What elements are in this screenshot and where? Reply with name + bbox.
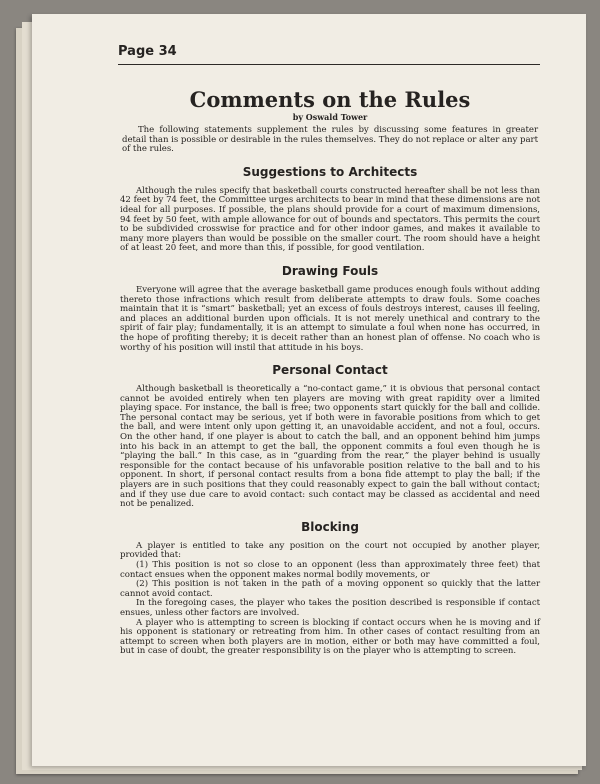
section-heading-architects: Suggestions to Architects [242,164,418,179]
paragraph-drawing-fouls: Everyone will agree that the average basketball game produces enough fouls without adding thereto those infractions which result from deliberate attempts to draw fouls. Some coaches maintain that it is “smart” basketball; yet an excess of fouls destroys interest, causes ill feeling, and places an additional burden upon officials. It is not merely unethical and contrary to the spirit of fair play; fundamentally, it is an attempt to simulate a foul when none has occurred, in the hope of profiting thereby; it is deceit rather than an honest plan of offense. No coach who is worthy of his position will instil that attitude in his boys. [120,284,540,353]
paragraph-blocking-3: (2) This position is not taken in the path of a moving opponent so quickly that the latter cannot avoid contact. [120,579,540,599]
paragraph-blocking-1: A player is entitled to take any position on the court not occupied by another player, provided that: [120,540,540,561]
section-heading-personal-contact: Personal Contact [272,363,388,378]
paragraph-blocking-2: (1) This position is not so close to an opponent (less than approximately three feet) that contact ensues when the opponent makes normal bodily movements, or [120,560,540,580]
paragraph-blocking-4: In the foregoing cases, the player who takes the position described is responsible if contact ensues, unless other factors are involved. [120,598,540,618]
page-number: Page 34 [118,44,177,59]
document-page [32,14,586,766]
header-rule [118,64,540,65]
article-title: Comments on the Rules [189,87,471,112]
intro-paragraph: The following statements supplement the rules by discussing some features in greater detail than is possible or desirable in the rules themselves. They do not replace or alter any part of the rules. [122,125,538,155]
section-heading-blocking: Blocking [301,519,359,534]
article-byline: by Oswald Tower [292,112,368,122]
paragraph-architects: Although the rules specify that basketball courts constructed hereafter shall be not less than 42 feet by 74 feet, the Committee urges architects to bear in mind that these dimensions are not ideal for all purposes. If possible, the plans should provide for a court of maximum dimensions, 94 feet by 50 feet, with ample allowance for out of bounds and spectators. This permits the court to be subdivided crosswise for practice and for other indoor games, and makes it available to many more players than would be possible on the smaller court. The room should have a height of at least 20 feet, and more than this, if possible, for good ventilation. [120,185,540,254]
paragraph-personal-contact: Although basketball is theoretically a “no-contact game,” it is obvious that personal contact cannot be avoided entirely when ten players are moving with great rapidity over a limited playing space. For instance, the ball is free; two opponents start quickly for the ball and collide. The personal contact may be serious, yet if both were in favorable positions from which to get the ball, and were intent only upon getting it, an unavoidable accident, and not a foul, occurs. On the other hand, if one player is about to catch the ball, and an opponent behind him jumps into his back in an attempt to get the ball, the opponent commits a foul even though he is “playing the ball.” In this case, as in “guarding from the rear,” the player behind is usually responsible for the contact because of his unfavorable position relative to the ball and to his opponent. In short, if personal contact results from a bona fide attempt to play the ball; if the players are in such positions that they could reasonably expect to gain the ball without contact; and if they use due care to avoid contact: such contact may be classed as accidental and need not be penalized. [120,384,540,510]
section-heading-drawing-fouls: Drawing Fouls [281,263,379,278]
paragraph-blocking-5: A player who is attempting to screen is blocking if contact occurs when he is moving and if his opponent is stationary or retreating from him. In other cases of contact resulting from an attempt to screen when both players are in motion, either or both may have committed a foul, but in case of doubt, the greater responsibility is on the player who is attempting to screen. [120,617,540,657]
